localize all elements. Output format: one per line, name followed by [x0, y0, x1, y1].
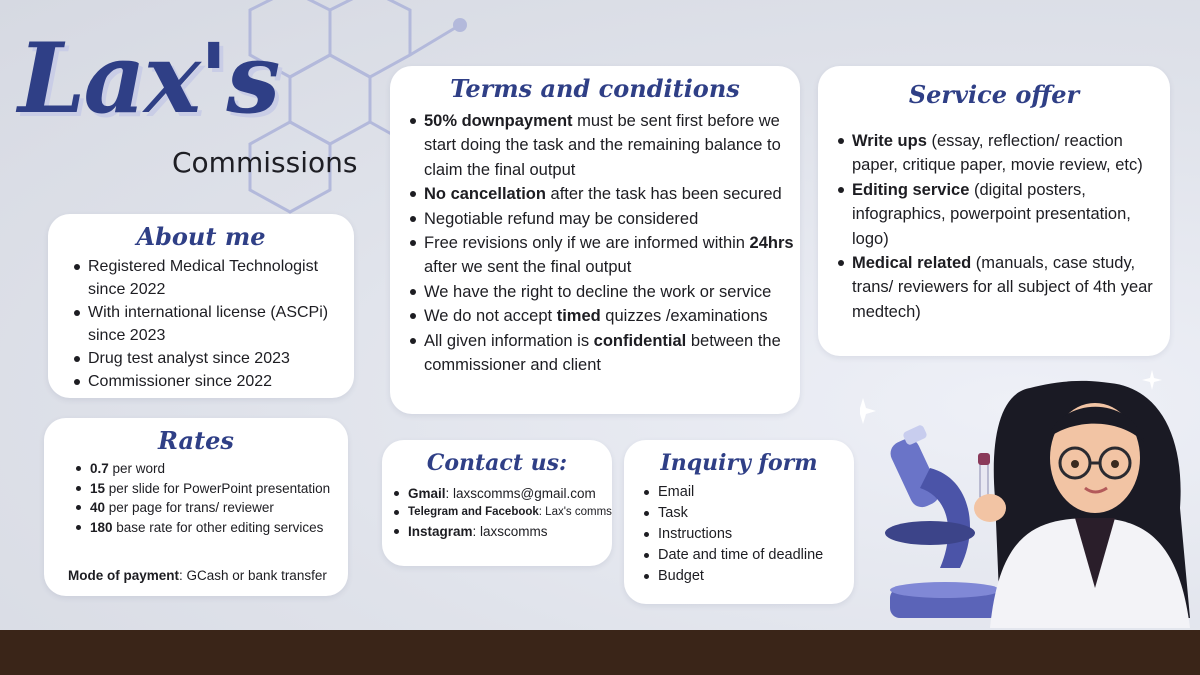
- term-text: must be sent first before we start doing the task and the remaining balance to claim the final output: [424, 112, 781, 179]
- list-item: [424, 182, 800, 206]
- term-emphasis: 24hrs: [749, 234, 794, 253]
- about-me-list: [48, 251, 354, 393]
- term-emphasis: No cancellation: [424, 185, 546, 204]
- scientist-illustration: [860, 358, 1200, 638]
- floor-strip: [0, 630, 1200, 675]
- contact-gmail[interactable]: [408, 484, 612, 503]
- inquiry-list: [624, 476, 854, 587]
- list-item: [852, 251, 1160, 324]
- contact-title: Contact us:: [426, 450, 568, 476]
- rates-card: [44, 418, 348, 596]
- rate-amount: 15: [90, 480, 106, 496]
- list-item: [424, 329, 800, 378]
- contact-instagram[interactable]: [408, 522, 612, 541]
- rate-amount: 0.7: [90, 461, 109, 476]
- payment-label: Mode of payment: [68, 568, 180, 583]
- payment-value: : GCash or bank transfer: [179, 568, 327, 583]
- rates-list: [44, 455, 348, 537]
- service-list: [818, 109, 1170, 324]
- term-text: after the task has been secured: [545, 185, 782, 204]
- rate-description: per word: [108, 461, 166, 476]
- term-text: Negotiable refund may be considered: [424, 209, 699, 228]
- rate-amount: 180: [90, 519, 113, 535]
- terms-title: Terms and conditions: [450, 74, 740, 103]
- service-name: Medical related: [852, 254, 972, 273]
- list-item: [424, 207, 800, 231]
- service-description: (manuals, case study, trans/ reviewers for all subject of 4th year medtech): [852, 254, 1153, 321]
- rate-description: base rate for other editing services: [112, 519, 324, 535]
- term-text: We have the right to decline the work or service: [424, 282, 772, 301]
- list-item: Instructions: [658, 524, 854, 545]
- inquiry-form-title: Inquiry form: [660, 450, 818, 476]
- list-item: [424, 304, 800, 328]
- about-me-title: About me: [136, 222, 266, 251]
- term-text: between the commissioner and client: [424, 331, 781, 375]
- about-me-card: [48, 214, 354, 398]
- list-item: Date and time of deadline: [658, 545, 854, 566]
- list-item: Registered Medical Technologist since 2022: [88, 255, 354, 301]
- terms-list: [390, 103, 800, 377]
- rate-description: per slide for PowerPoint presentation: [105, 480, 331, 496]
- contact-list: [382, 476, 612, 541]
- term-emphasis: timed: [556, 307, 601, 326]
- list-item: [852, 178, 1160, 251]
- term-text: All given information is: [424, 331, 594, 350]
- term-text: We do not accept: [424, 307, 557, 326]
- list-item: [90, 459, 348, 479]
- list-item: [90, 479, 348, 499]
- terms-card: [390, 66, 800, 414]
- list-item: Email: [658, 482, 854, 503]
- contact-card: [382, 440, 612, 566]
- inquiry-form-card: [624, 440, 854, 604]
- list-item: Drug test analyst since 2023: [88, 347, 354, 370]
- term-text: quizzes /examinations: [600, 307, 768, 326]
- list-item: [90, 518, 348, 538]
- rates-title: Rates: [158, 426, 234, 455]
- service-description: (digital posters, infographics, powerpoint presentation, logo): [852, 180, 1131, 248]
- service-name: Write ups: [852, 132, 927, 150]
- list-item: Task: [658, 503, 854, 524]
- list-item: [852, 129, 1160, 178]
- term-text: Free revisions only if we are informed within: [424, 234, 750, 253]
- rate-amount: 40: [90, 500, 106, 515]
- rate-description: per page for trans/ reviewer: [105, 500, 274, 515]
- contact-label: Instagram: [408, 524, 473, 539]
- list-item: [424, 231, 800, 280]
- logo-script-text: Lax's: [18, 22, 279, 135]
- term-text: after we sent the final output: [424, 258, 632, 277]
- term-emphasis: confidential: [593, 331, 687, 350]
- service-offer-title: Service offer: [908, 80, 1080, 109]
- logo-subtitle: Commissions: [172, 146, 358, 179]
- contact-value: : laxscomms: [472, 524, 548, 539]
- list-item: Budget: [658, 566, 854, 587]
- contact-telegram-facebook[interactable]: [408, 503, 612, 522]
- term-emphasis: 50% downpayment: [424, 112, 573, 130]
- list-item: Commissioner since 2022: [88, 370, 354, 393]
- mode-of-payment: [68, 568, 327, 583]
- service-name: Editing service: [852, 180, 970, 199]
- contact-label: Telegram and Facebook: [408, 506, 539, 518]
- list-item: [424, 280, 800, 304]
- list-item: [90, 498, 348, 518]
- list-item: With international license (ASCPi) since 2023: [88, 301, 354, 347]
- service-offer-card: [818, 66, 1170, 356]
- character-avatar: [974, 381, 1190, 628]
- contact-value: : laxscomms@gmail.com: [445, 486, 596, 501]
- list-item: [424, 109, 800, 182]
- contact-label: Gmail: [408, 486, 446, 501]
- service-description: (essay, reflection/ reaction paper, critique paper, movie review, etc): [852, 132, 1143, 175]
- contact-value: : Lax's comms: [538, 506, 612, 518]
